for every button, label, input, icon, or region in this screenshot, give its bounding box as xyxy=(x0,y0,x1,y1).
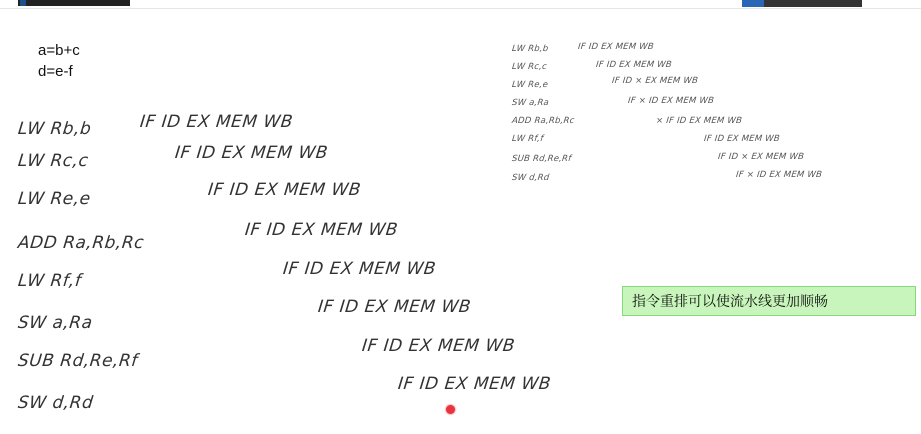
instruction-label: SW a,Ra xyxy=(16,313,94,333)
pipeline-stages: IF ID × EX MEM WB xyxy=(611,76,699,86)
instruction-label: SUB Rd,Re,Rf xyxy=(16,351,139,371)
pipeline-stages: IF ID EX MEM WB xyxy=(595,60,673,70)
header-divider xyxy=(0,8,921,9)
pipeline-stages: IF ID EX MEM WB xyxy=(206,180,363,200)
laser-pointer-dot xyxy=(446,405,455,414)
pipeline-stages: IF ID EX MEM WB xyxy=(703,134,781,144)
slide-header-bar xyxy=(0,0,921,9)
note-callout: 指令重排可以使流水线更加顺畅 xyxy=(622,286,916,316)
slide-title-fragment xyxy=(18,0,130,6)
pipeline-stages: IF ID × EX MEM WB xyxy=(717,152,805,162)
instruction-label: LW Rc,c xyxy=(16,151,90,171)
pipeline-stages: IF × ID EX MEM WB xyxy=(735,170,823,180)
pipeline-stages: IF ID EX MEM WB xyxy=(281,259,438,279)
instruction-label: LW Re,e xyxy=(16,189,92,209)
title-accent xyxy=(20,0,26,6)
instruction-label: LW Rc,c xyxy=(511,62,548,72)
equation-2: d=e-f xyxy=(38,63,73,80)
pipeline-stages: IF ID EX MEM WB xyxy=(243,220,400,240)
instruction-label: LW Rf,f xyxy=(16,271,83,291)
instruction-label: SW a,Ra xyxy=(511,98,550,108)
pipeline-stages: IF ID EX MEM WB xyxy=(138,112,295,132)
instruction-label: LW Rb,b xyxy=(511,44,549,54)
pipeline-stages: IF ID EX MEM WB xyxy=(316,297,473,317)
pipeline-stages: IF ID EX MEM WB xyxy=(360,336,517,356)
instruction-label: SW d,Rd xyxy=(16,393,95,413)
pipeline-stages: IF ID EX MEM WB xyxy=(173,143,330,163)
pipeline-stages: IF ID EX MEM WB xyxy=(577,42,655,52)
equation-1: a=b+c xyxy=(38,42,80,59)
instruction-label: LW Rb,b xyxy=(16,119,93,139)
instruction-label: ADD Ra,Rb,Rc xyxy=(16,233,146,253)
instruction-label: SUB Rd,Re,Rf xyxy=(511,154,572,164)
instruction-label: SW d,Rd xyxy=(511,173,550,183)
pipeline-stages: IF ID EX MEM WB xyxy=(396,374,553,394)
instruction-label: ADD Ra,Rb,Rc xyxy=(511,116,575,126)
instruction-label: LW Rf,f xyxy=(511,134,544,144)
logo-accent xyxy=(742,0,764,7)
pipeline-stages: × IF ID EX MEM WB xyxy=(655,116,743,126)
pipeline-stages: IF × ID EX MEM WB xyxy=(627,96,715,106)
instruction-label: LW Re,e xyxy=(511,80,549,90)
